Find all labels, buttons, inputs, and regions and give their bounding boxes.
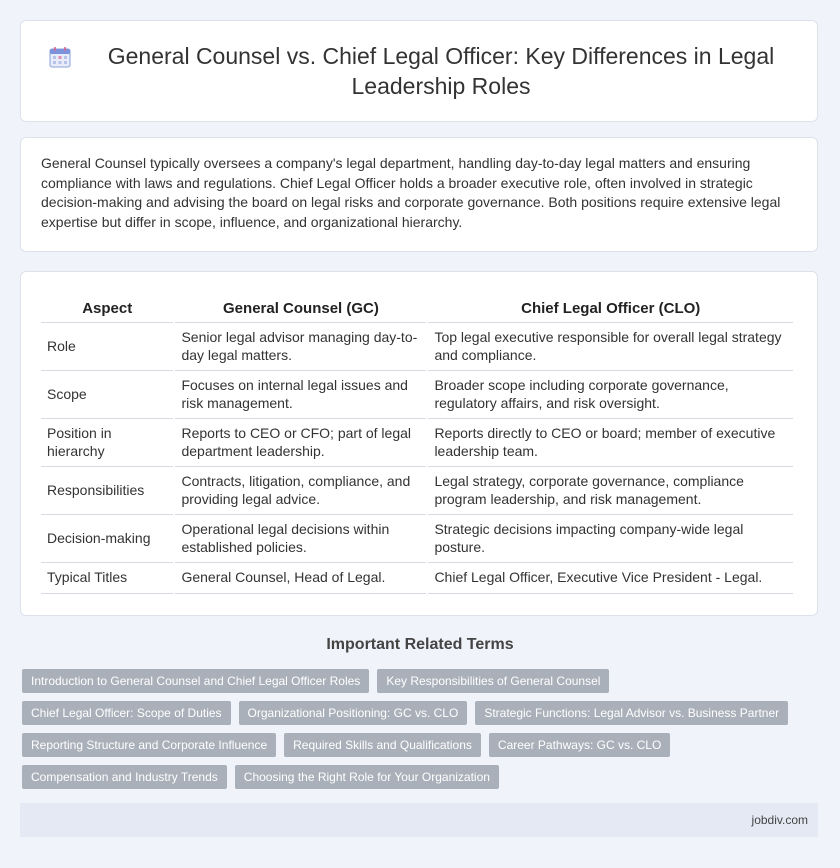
row-aspect-cell: Scope bbox=[41, 371, 173, 419]
table-header-row bbox=[41, 294, 793, 323]
row-clo-cell: Strategic decisions impacting company-wide legal posture. bbox=[428, 515, 793, 563]
row-clo-cell: Chief Legal Officer, Executive Vice President - Legal. bbox=[428, 563, 793, 594]
related-tag[interactable]: Choosing the Right Role for Your Organization bbox=[235, 765, 499, 789]
footer bbox=[20, 803, 818, 837]
header-chief-legal-officer: Chief Legal Officer (CLO) bbox=[428, 294, 793, 323]
table-row bbox=[41, 467, 793, 515]
header-aspect: Aspect bbox=[41, 294, 173, 323]
row-clo-cell: Reports directly to CEO or board; member of executive leadership team. bbox=[428, 419, 793, 467]
row-clo-cell: Legal strategy, corporate governance, compliance program leadership, and risk management. bbox=[428, 467, 793, 515]
title-card bbox=[20, 20, 818, 122]
row-clo-cell: Top legal executive responsible for overall legal strategy and compliance. bbox=[428, 323, 793, 371]
header-general-counsel: General Counsel (GC) bbox=[175, 294, 426, 323]
title-wrap bbox=[49, 41, 789, 101]
related-tag[interactable]: Introduction to General Counsel and Chief Legal Officer Roles bbox=[22, 669, 369, 693]
calendar-icon bbox=[49, 46, 71, 68]
row-aspect-cell: Decision-making bbox=[41, 515, 173, 563]
table-row bbox=[41, 563, 793, 594]
row-aspect-cell: Position in hierarchy bbox=[41, 419, 173, 467]
row-aspect-cell: Responsibilities bbox=[41, 467, 173, 515]
row-gc-cell: Operational legal decisions within established policies. bbox=[175, 515, 426, 563]
row-gc-cell: Senior legal advisor managing day-to-day legal matters. bbox=[175, 323, 426, 371]
related-terms-heading: Important Related Terms bbox=[326, 636, 514, 653]
related-tag[interactable]: Compensation and Industry Trends bbox=[22, 765, 227, 789]
intro-card bbox=[20, 137, 818, 252]
row-gc-cell: Focuses on internal legal issues and risk management. bbox=[175, 371, 426, 419]
row-clo-cell: Broader scope including corporate governance, regulatory affairs, and risk oversight. bbox=[428, 371, 793, 419]
related-tag[interactable]: Chief Legal Officer: Scope of Duties bbox=[22, 701, 231, 725]
related-tag[interactable]: Reporting Structure and Corporate Influence bbox=[22, 733, 276, 757]
table-row bbox=[41, 323, 793, 371]
row-gc-cell: Contracts, litigation, compliance, and providing legal advice. bbox=[175, 467, 426, 515]
row-gc-cell: Reports to CEO or CFO; part of legal department leadership. bbox=[175, 419, 426, 467]
related-tag[interactable]: Key Responsibilities of General Counsel bbox=[377, 669, 609, 693]
page-title: General Counsel vs. Chief Legal Officer: Key Differences in Legal Leadership Roles bbox=[107, 43, 775, 99]
comparison-card bbox=[20, 271, 818, 616]
related-tag[interactable]: Organizational Positioning: GC vs. CLO bbox=[239, 701, 468, 725]
row-gc-cell: General Counsel, Head of Legal. bbox=[175, 563, 426, 594]
table-row bbox=[41, 371, 793, 419]
related-tag[interactable]: Strategic Functions: Legal Advisor vs. Business Partner bbox=[475, 701, 788, 725]
related-tag[interactable]: Required Skills and Qualifications bbox=[284, 733, 481, 757]
comparison-table bbox=[39, 294, 795, 594]
row-aspect-cell: Typical Titles bbox=[41, 563, 173, 594]
table-row bbox=[41, 419, 793, 467]
footer-site-link[interactable]: jobdiv.com bbox=[751, 813, 808, 827]
intro-paragraph: General Counsel typically oversees a company's legal department, handling day-to-day legal matters and ensuring compliance with laws and regulations. Chief Legal Officer holds a broader executive role, often involved in strategic decision-making and advising the board on legal risks and corporate governance. Both positions require extensive legal expertise but differ in scope, influence, and organizational hierarchy. bbox=[41, 155, 781, 230]
related-tags bbox=[22, 669, 822, 789]
row-aspect-cell: Role bbox=[41, 323, 173, 371]
related-tag[interactable]: Career Pathways: GC vs. CLO bbox=[489, 733, 670, 757]
table-row bbox=[41, 515, 793, 563]
